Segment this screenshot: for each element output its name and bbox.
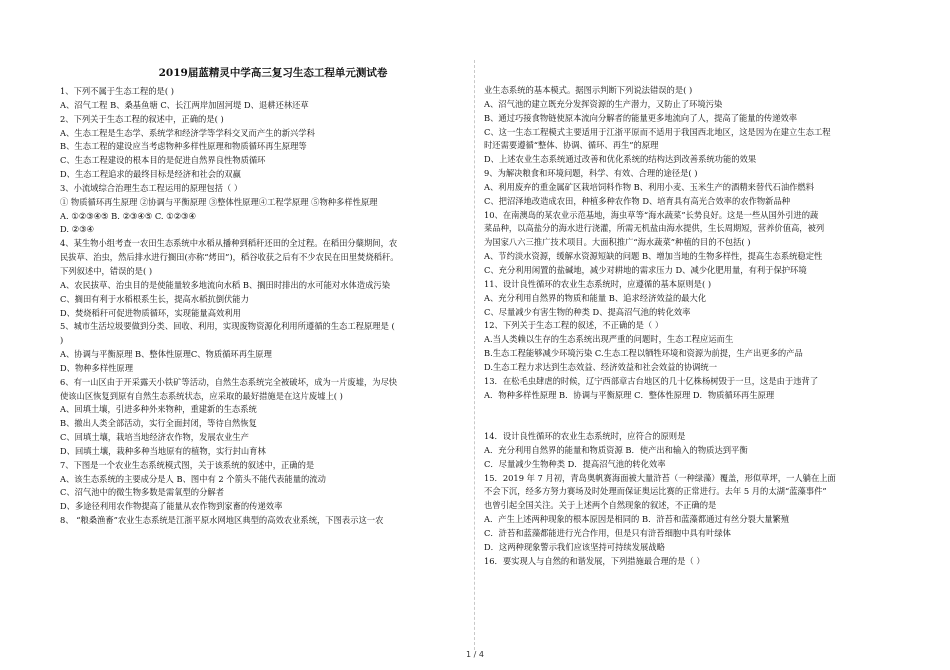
text-line: C、搁田有利于水稻根系生长，提高水稻抗倒伏能力: [60, 293, 249, 304]
text-line: 13．在松毛虫肆虐的时候，辽宁西部章古台地区的几十亿株杨树毁于一旦，这是由于违背了: [484, 375, 819, 386]
text-line: A、利用废弃的重金属矿区栽培饲料作物 B、利用小麦、玉米生产的酒精来替代石油作燃料: [484, 181, 815, 192]
text-line: A．物种多样性原理 B．协调与平衡原理 C．整体性原理 D．物质循环再生原理: [484, 389, 775, 400]
text-line: A、该生态系统的主要成分是人 B、图中有 2 个箭头不能代表能量的流动: [60, 473, 326, 484]
text-line: ① 物质循环再生原理 ②协调与平衡原理 ③整体性原理④工程学原理 ⑤物种多样性原理: [60, 196, 378, 207]
text-line: B、通过巧接食物链使原本流向分解者的能量更多地流向了人，提高了能量的传递效率: [484, 112, 798, 123]
page-number: 1 / 4: [466, 650, 484, 659]
text-line: 14．设计良性循环的农业生态系统时，应符合的原则是: [484, 431, 686, 442]
text-line: 为国家八六三推广技术项目。大面积推广“海水蔬菜”种植的目的不包括( ): [484, 237, 751, 248]
left-column: [60, 85, 470, 528]
text-line: D.生态工程力求达到生态效益、经济效益和社会效益的协调统一: [484, 361, 718, 372]
text-line: 业生态系统的基本模式。据图示判断下列说法错误的是( ): [484, 85, 693, 95]
text-line: A．产生上述两种现象的根本原因是相同的 B．浒苔和蓝藻都通过有丝分裂大量繁殖: [484, 514, 790, 525]
text-line: 下列叙述中，错误的是( ): [60, 265, 153, 276]
text-line: 8、 “粮桑渔畜”农业生态系统是江浙平原水网地区典型的高效农业系统，下图表示这一农: [60, 515, 384, 526]
text-line: D．这两种现象警示我们应该坚持可持续发展战略: [484, 541, 665, 552]
text-line: A、充分利用自然界的物质和能量 B、追求经济效益的最大化: [484, 292, 707, 303]
text-line: 民拔草、治虫，然后排水进行搁田(亦称“烤田”)，稻谷收获之后有不少农民在田里焚烧稻秆。: [60, 252, 399, 263]
text-line: A、沼气池的建立既充分发挥资源的生产潜力，又防止了环境污染: [484, 98, 723, 109]
text-line: D、焚烧稻秆可促进物质循环，实现能量高效利用: [60, 307, 241, 318]
text-line: A、农民拔草、治虫目的是使能量较多地流向水稻 B、搁田时排出的水可能对水体造成污染: [60, 279, 391, 290]
text-line: A. ①②③④⑤ B. ②③④⑤ C. ①②③④: [60, 210, 196, 221]
text-line: 2、下列关于生态工程的叙述中，正确的是( ): [60, 113, 224, 124]
text-line: A、节约淡水资源，缓解水资源短缺的问题 B、增加当地的生物多样性，提高生态系统稳定性: [484, 251, 823, 262]
text-line: 4、某生物小组考查一农田生态系统中水稻从播种到稻秆还田的全过程。在稻田分蘖期间，农: [60, 238, 398, 249]
text-line: C、把沼泽地改造成农田，种植多种农作物 D、培育具有高光合效率的农作物新品种: [484, 195, 791, 206]
text-line: C、生态工程建设的根本目的是促进自然界良性物质循环: [60, 155, 266, 166]
text-line: B、生态工程的建设应当考虑物种多样性原理和物质循环再生原理等: [60, 141, 307, 152]
text-line: 3、小流域综合治理生态工程运用的原理包括（ ）: [60, 182, 243, 193]
text-line: [484, 402, 894, 416]
text-line: C、这一生态工程模式主要适用于江浙平原而不适用于我国西北地区，这是因为在建立生态工程: [484, 126, 831, 137]
column-divider: [474, 60, 475, 650]
text-line: 10、在南澳岛的某农业示范基地，海虫草等“海水蔬菜”长势良好。这是一些从国外引进的蔬: [484, 209, 819, 220]
text-line: D、生态工程追求的最终目标是经济和社会的双赢: [60, 169, 241, 180]
page-title: 2019届蓝精灵中学高三复习生态工程单元测试卷: [158, 67, 388, 79]
text-line: A、回填土壤，引进多种外来物种，重建新的生态系统: [60, 404, 257, 415]
text-line: D、回填土壤，栽种多种当地原有的植物，实行封山育林: [60, 445, 266, 456]
text-line: 菜品种，以高盐分的海水进行浇灌，所需无机盐由海水提供，生长周期短，营养价值高，被列: [484, 223, 825, 234]
text-line: [484, 416, 894, 430]
text-line: 5、城市生活垃圾要做到分类、回收、利用，实现废物资源化利用所遵循的生态工程原理是 (: [60, 321, 395, 332]
text-line: 16．要实现人与自然的和谐发展，下列措施最合理的是（ ）: [484, 555, 705, 566]
text-line: ): [60, 335, 64, 346]
right-column: [484, 84, 894, 569]
text-line: A.当人类赖以生存的生态系统出现严重的问题时，生态工程应运而生: [484, 334, 734, 345]
text-line: D、上述农业生态系统通过改善和优化系统的结构达到改善系统功能的效果: [484, 154, 757, 165]
text-line: 时还需要遵循“整体、协调、循环、再生”的原理: [484, 140, 659, 151]
text-line: A、协调与平衡原理 B、整体性原理C、物质循环再生原理: [60, 349, 272, 360]
text-line: 不会下沉，经多方努力赛场及时处理而保证奥运比赛的正常进行。去年 5 月的太湖“蓝藻事件”: [484, 486, 827, 497]
text-line: C、充分利用闲置的盐碱地，减少对耕地的需求压力 D、减少化肥用量，有利于保护环境: [484, 264, 807, 275]
text-line: B、撤出人类全部活动，实行全面封闭，等待自然恢复: [60, 418, 257, 429]
text-line: 12、下列关于生态工程的叙述，不正确的是（ ）: [484, 320, 664, 331]
text-line: 7、下图是一个农业生态系统模式图，关于该系统的叙述中，正确的是: [60, 459, 315, 470]
text-line: B.生态工程能够减少环境污染 C.生态工程以牺牲环境和资源为前提，生产出更多的产品: [484, 348, 803, 359]
text-line: C、尽量减少有害生物的种类 D、提高沼气池的转化效率: [484, 306, 691, 317]
text-line: 15．2019 年 7 月初，青岛奥帆赛海面被大量浒苔（一种绿藻）覆盖，形似草坪，一人躺在上面: [484, 472, 836, 483]
text-line: 1、下列不属于生态工程的是( ): [60, 86, 174, 96]
text-line: A．充分利用自然界的能量和物质资源 B．使产出和输入的物质达到平衡: [484, 444, 748, 455]
text-line: A、生态工程是生态学、系统学和经济学等学科交叉而产生的新兴学科: [60, 127, 315, 138]
text-line: C．尽量减少生物种类 D．提高沼气池的转化效率: [484, 458, 666, 469]
text-line: 也曾引起全国关注。关于上述两个自然现象的叙述，不正确的是: [484, 500, 717, 511]
text-line: C、沼气池中的微生物多数是需氧型的分解者: [60, 487, 224, 498]
text-line: C．浒苔和蓝藻都能进行光合作用，但是只有浒苔细胞中具有叶绿体: [484, 528, 731, 538]
text-line: D. ②③④: [60, 224, 94, 235]
text-line: 6、有一山区由于开采露天小铁矿等活动，自然生态系统完全被破坏，成为一片废墟，为尽快: [60, 376, 398, 387]
text-line: C、回填土壤，栽培当地经济农作物，发展农业生产: [60, 432, 249, 443]
text-line: D、多途径利用农作物提高了能量从农作物到家畜的传递效率: [60, 501, 283, 512]
text-line: A、沼气工程 B、桑基鱼塘 C、长江两岸加固河堤 D、退耕还林还草: [60, 99, 309, 110]
text-line: 使该山区恢复到原有自然生态系统状态，应采取的最好措施是在这片废墟上( ): [60, 390, 343, 401]
text-line: D、物种多样性原理: [60, 362, 134, 373]
text-line: 9、为解决粮食和环境问题，科学、有效、合理的途径是( ): [484, 168, 698, 179]
text-line: 11、设计良性循环的农业生态系统时，应遵循的基本原则是( ): [484, 278, 712, 289]
